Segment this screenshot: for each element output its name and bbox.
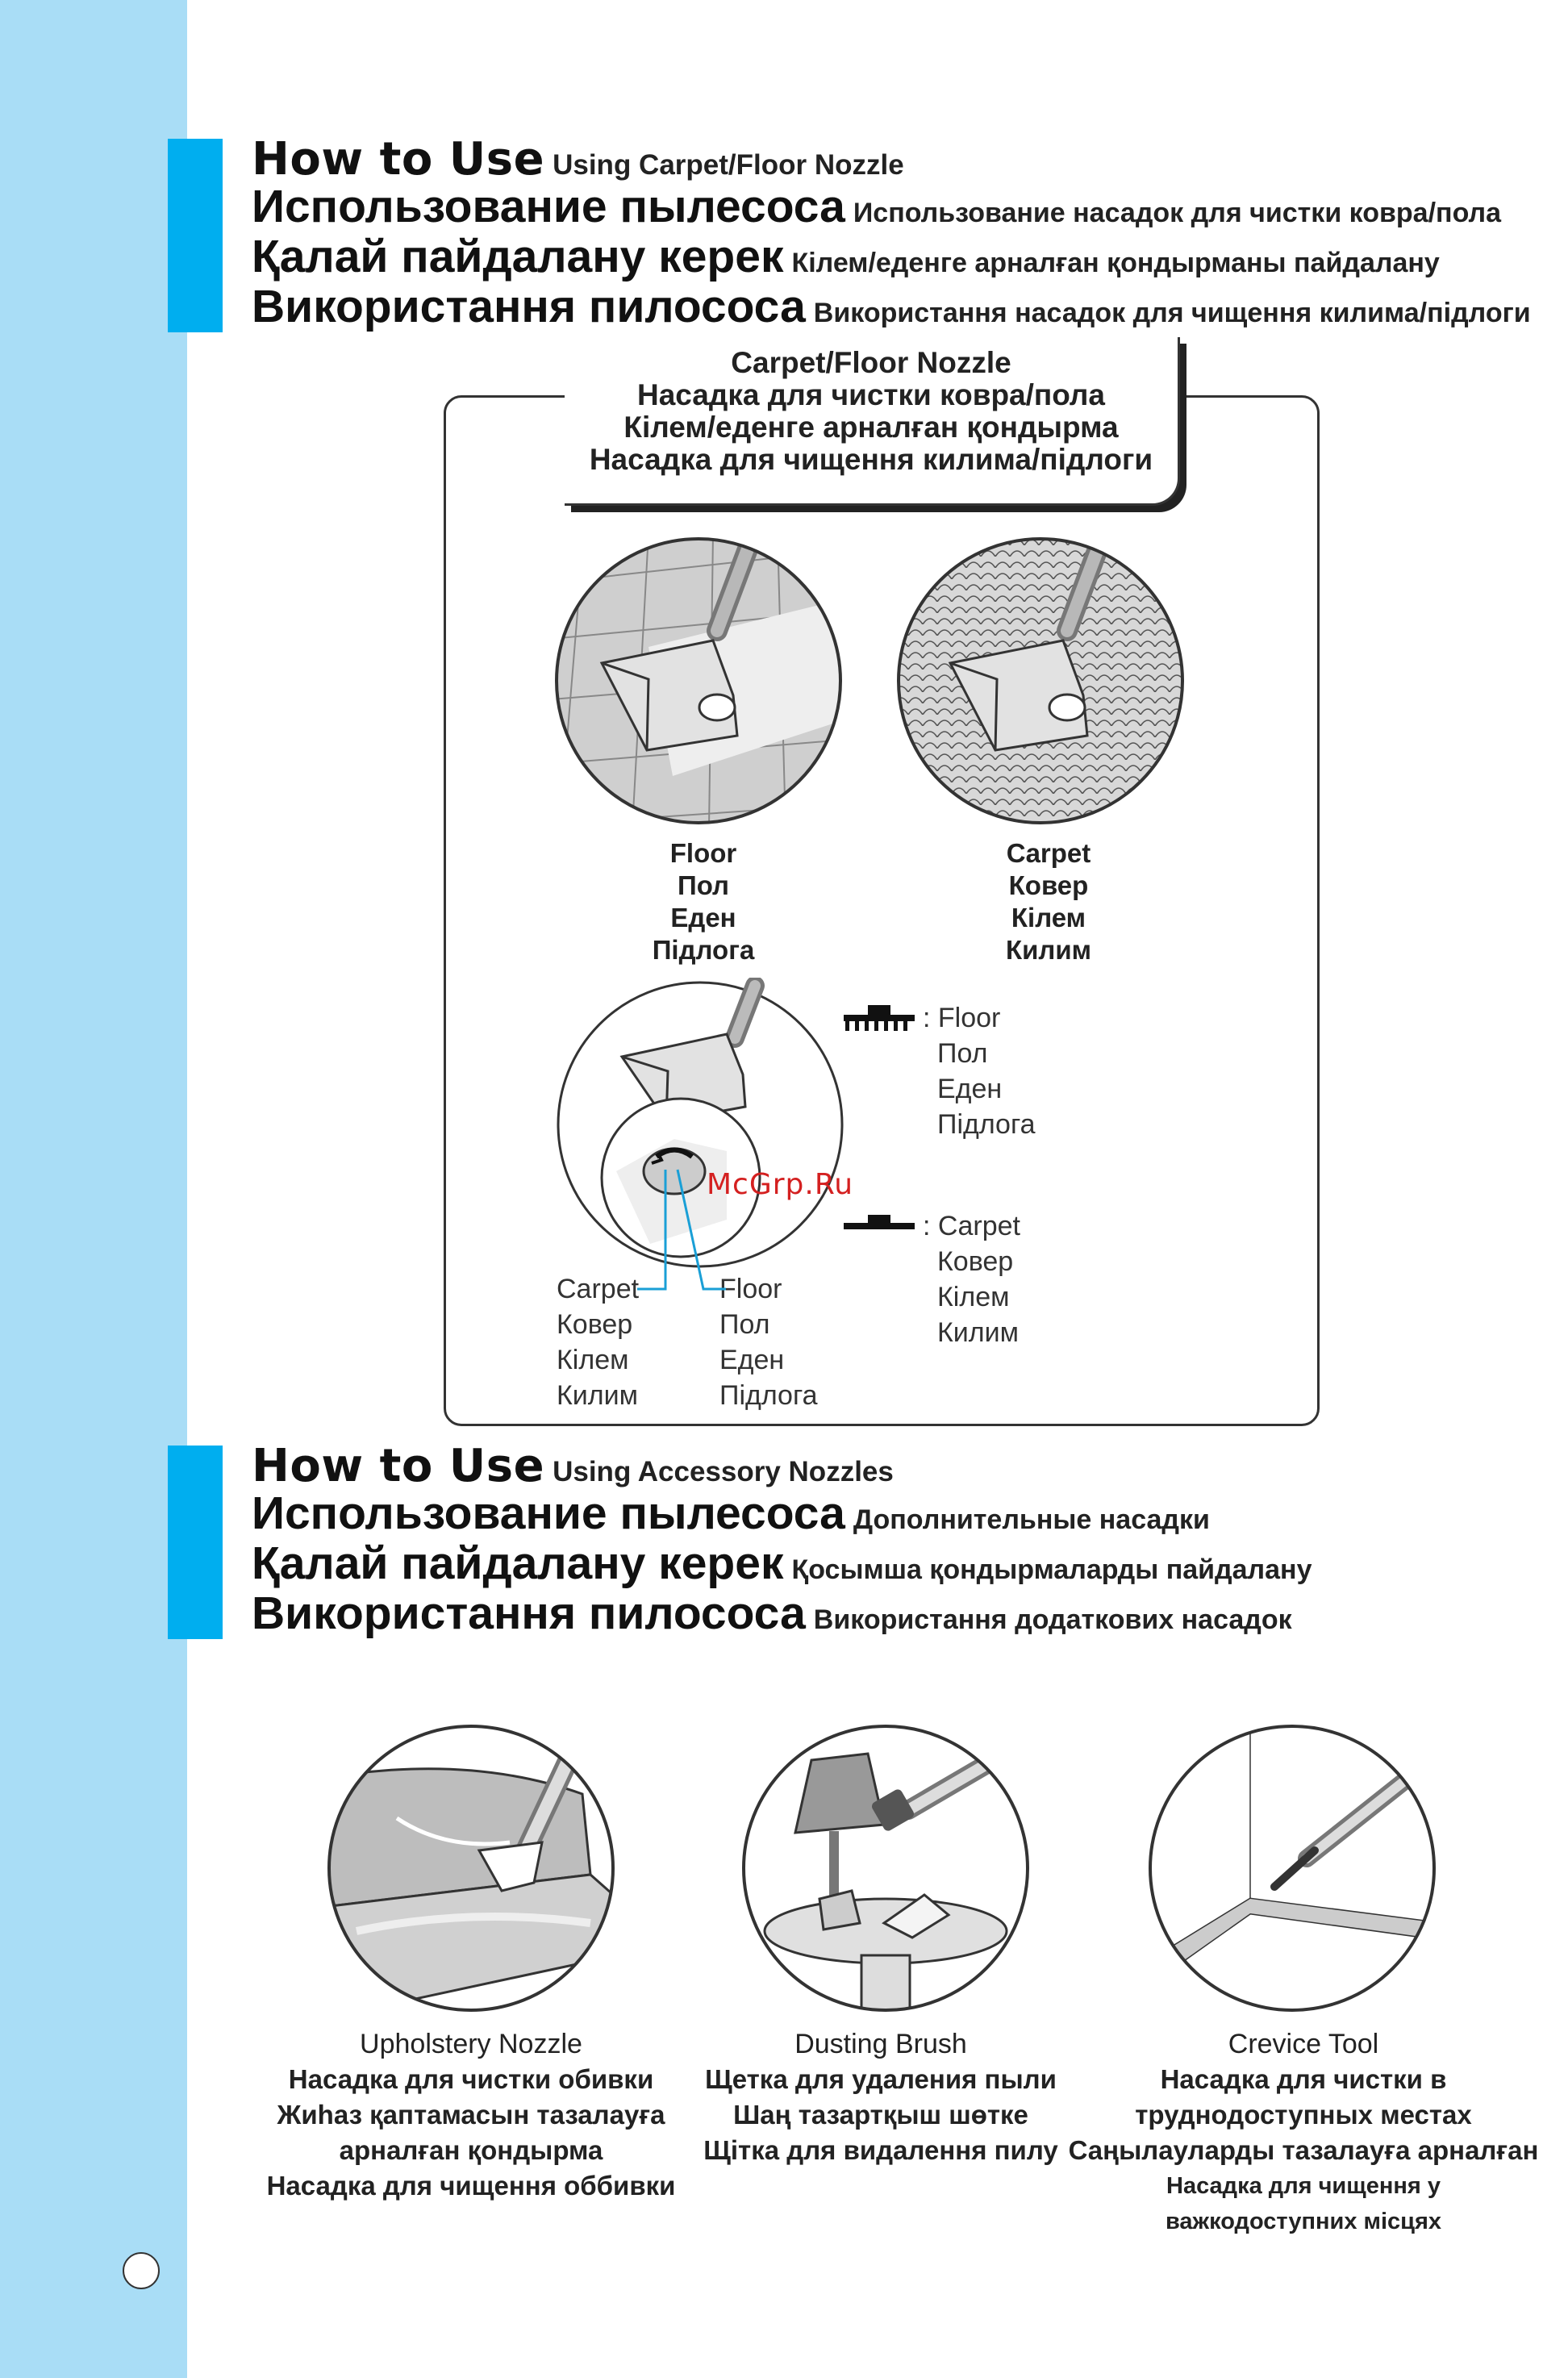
upholstery-kk-1: Жиһаз қаптамасын тазалауға xyxy=(277,2100,665,2130)
carpet-caption-kk: Кілем xyxy=(1011,903,1086,932)
legend-carpet: : Carpet Ковер Кілем Килим xyxy=(923,1208,1020,1350)
crevice-uk: Насадка для чищення у важкодоступних місцях xyxy=(1165,2173,1442,2234)
dusting-en: Dusting Brush xyxy=(794,2029,967,2059)
upholstery-caption xyxy=(261,2026,681,2204)
crevice-ru-1: Насадка для чистки в xyxy=(1160,2064,1447,2094)
heading2-uk-title: Використання пилососа xyxy=(252,1587,806,1639)
dusting-uk: Щітка для видалення пилу xyxy=(703,2135,1058,2165)
upholstery-ru: Насадка для чистки обивки xyxy=(288,2064,654,2094)
heading-en-title: How to Use xyxy=(252,133,545,186)
floor-illustration xyxy=(552,534,845,828)
legend-floor-uk: Підлога xyxy=(937,1109,1036,1140)
heading-kk-sub: Кілем/еденге арналған қондырманы пайдалану xyxy=(791,248,1440,278)
section2-heading xyxy=(252,1440,1312,1641)
dusting-brush-illustration xyxy=(739,1721,1032,2015)
heading-kk-title: Қалай пайдалану керек xyxy=(252,231,784,282)
heading-ru-sub: Использование насадок для чистки ковра/пола xyxy=(853,198,1501,228)
legend-floor-ru: Пол xyxy=(937,1038,988,1069)
crevice-ru-2: труднодоступных местах xyxy=(1135,2100,1472,2130)
floor-caption-uk: Підлога xyxy=(652,935,755,965)
section1-heading xyxy=(252,133,1531,334)
pointer-floor-en: Floor xyxy=(719,1274,782,1304)
nozzle-tab-en: Carpet/Floor Nozzle xyxy=(731,346,1011,379)
nozzle-tab-uk: Насадка для чищення килима/підлоги xyxy=(589,443,1153,476)
pointer-floor-uk: Підлога xyxy=(719,1380,818,1411)
crevice-kk: Саңылауларды тазалауға арналған xyxy=(1068,2135,1539,2165)
heading2-ru-sub: Дополнительные насадки xyxy=(853,1504,1210,1535)
carpet-caption-uk: Килим xyxy=(1005,935,1092,965)
carpet-illustration xyxy=(894,534,1187,828)
left-margin-band xyxy=(0,0,187,2378)
crevice-caption xyxy=(1068,2026,1539,2239)
page-number-circle xyxy=(123,2252,160,2289)
heading-ru-title: Использование пылесоса xyxy=(252,181,845,232)
heading2-en-sub: Using Accessory Nozzles xyxy=(553,1456,894,1487)
floor-caption xyxy=(623,837,784,966)
legend-floor: : Floor Пол Еден Підлога xyxy=(923,1000,1036,1142)
upholstery-en: Upholstery Nozzle xyxy=(360,2029,582,2059)
legend-floor-en: Floor xyxy=(937,1003,1001,1033)
nozzle-tab-ru: Насадка для чистки ковра/пола xyxy=(636,378,1106,411)
pointer-carpet-uk: Килим xyxy=(557,1380,639,1411)
nozzle-tab-kk: Кілем/еденге арналған қондырма xyxy=(623,411,1119,444)
carpet-brush-icon xyxy=(844,1215,915,1233)
heading2-kk-title: Қалай пайдалану керек xyxy=(252,1537,784,1589)
floor-caption-en: Floor xyxy=(669,838,737,868)
floor-caption-kk: Еден xyxy=(670,903,736,932)
watermark: McGrp.Ru xyxy=(707,1168,854,1201)
heading2-uk-sub: Використання додаткових насадок xyxy=(813,1604,1292,1635)
upholstery-kk-2: арналған қондырма xyxy=(339,2135,603,2165)
dusting-caption xyxy=(686,2026,1076,2168)
section2-accent-bar xyxy=(168,1446,223,1639)
dusting-kk: Шаң тазартқыш шөтке xyxy=(733,2100,1028,2130)
floor-brush-icon xyxy=(844,1005,915,1033)
heading2-en-title: How to Use xyxy=(252,1440,545,1492)
pointer-label-carpet xyxy=(557,1271,639,1413)
dusting-ru: Щетка для удаления пыли xyxy=(705,2064,1057,2094)
pointer-carpet-ru: Ковер xyxy=(557,1309,633,1340)
legend-carpet-kk: Кілем xyxy=(937,1282,1010,1312)
pointer-floor-kk: Еден xyxy=(719,1345,785,1375)
section1-accent-bar xyxy=(168,139,223,332)
legend-carpet-en: Carpet xyxy=(937,1211,1020,1241)
carpet-caption-ru: Ковер xyxy=(1008,870,1089,900)
upholstery-nozzle-illustration xyxy=(324,1721,618,2015)
heading-uk-sub: Використання насадок для чищення килима/підлоги xyxy=(813,298,1531,328)
heading-uk-title: Використання пилососа xyxy=(252,281,806,332)
pointer-carpet-en: Carpet xyxy=(557,1274,640,1304)
heading2-ru-title: Использование пылесоса xyxy=(252,1487,845,1539)
legend-carpet-uk: Килим xyxy=(937,1317,1020,1348)
heading-en-sub: Using Carpet/Floor Nozzle xyxy=(553,149,904,181)
carpet-caption xyxy=(968,837,1129,966)
crevice-tool-illustration xyxy=(1145,1721,1439,2015)
legend-floor-kk: Еден xyxy=(937,1074,1003,1104)
carpet-caption-en: Carpet xyxy=(1006,838,1091,868)
floor-caption-ru: Пол xyxy=(677,870,730,900)
legend-carpet-ru: Ковер xyxy=(937,1246,1014,1277)
pointer-floor-ru: Пол xyxy=(719,1309,770,1340)
upholstery-uk: Насадка для чищення оббивки xyxy=(266,2171,676,2201)
crevice-en: Crevice Tool xyxy=(1228,2029,1379,2059)
pointer-carpet-kk: Кілем xyxy=(557,1345,629,1375)
nozzle-tab-title xyxy=(565,347,1178,476)
heading2-kk-sub: Қосымша қондырмаларды пайдалану xyxy=(791,1554,1312,1585)
